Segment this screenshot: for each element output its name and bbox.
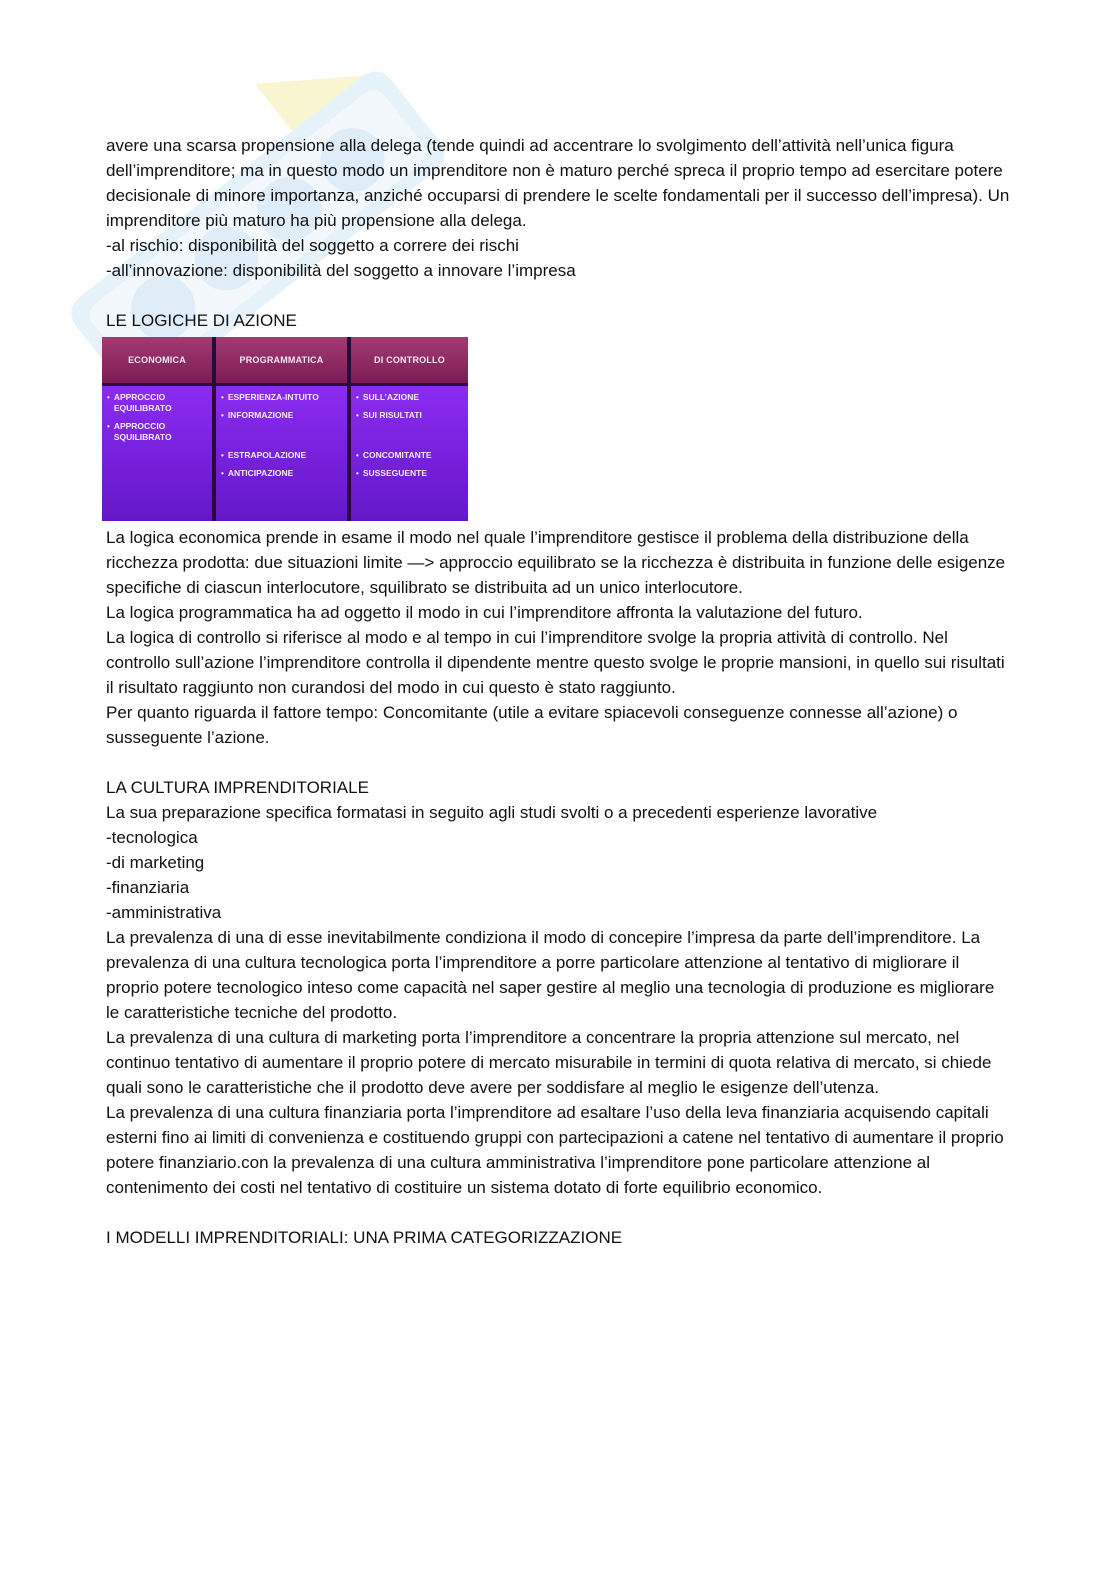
paragraph-preparazione: La sua preparazione specifica formatasi in seguito agli studi svolti o a precedenti esperienze lavorative <box>106 803 878 822</box>
diagram-item-label: ANTICIPAZIONE <box>227 468 294 478</box>
diagram-body-economica <box>102 386 212 521</box>
section-heading-logiche: LE LOGICHE DI AZIONE <box>106 311 297 330</box>
diagram-header-controllo: DI CONTROLLO <box>351 337 468 383</box>
paragraph-cultura-marketing: La prevalenza di una cultura di marketing porta l’imprenditore a concentrare la propria attenzione sul mercato, nel continuo tentativo di aumentare il proprio potere di mercato misurabile in termini di quota relativa di mercato, si chiede quali sono le caratteristiche che il prodotto deve avere per soddisfare al meglio le esigenze dell’utenza. <box>106 1028 992 1097</box>
diagram-header-economica: ECONOMICA <box>102 337 212 383</box>
paragraph-fattore-tempo: Per quanto riguarda il fattore tempo: Concomitante (utile a evitare spiacevoli conseguenze connesse all’azione) o susseguente l’azione. <box>106 703 958 747</box>
list-item-innovazione: -all’innovazione: disponibilità del soggetto a innovare l’impresa <box>106 261 576 280</box>
paragraph-logica-controllo: La logica di controllo si riferisce al modo e al tempo in cui l’imprenditore svolge la propria attività di controllo. Nel controllo sull’azione l’imprenditore controlla il dipendente mentre questo svolge le proprie mansioni, in quello sui risultati il risultato raggiunto non curandosi del modo in cui questo è stato raggiunto. <box>106 628 1005 697</box>
bullet-icon: • <box>356 451 359 460</box>
diagram-body-controllo <box>351 386 468 521</box>
bullet-icon: • <box>221 469 224 478</box>
diagram-item <box>356 468 463 479</box>
bullet-icon: • <box>356 393 359 402</box>
paragraph-logica-programmatica: La logica programmatica ha ad oggetto il modo in cui l’imprenditore affronta la valutazione del futuro. <box>106 603 863 622</box>
bullet-icon: • <box>107 393 110 402</box>
bullet-icon: • <box>221 451 224 460</box>
diagram-item <box>107 392 207 414</box>
paragraph-delega: avere una scarsa propensione alla delega (tende quindi ad accentrare lo svolgimento dell’attività nell’unica figura dell’imprenditore; ma in questo modo un imprenditore non è maturo perché spreca il proprio tempo ad esercitare potere decisionale di minore importanza, anziché occuparsi di prendere le scelte fondamentali per il successo dell’impresa). Un imprenditore più maturo ha più propensione alla delega. <box>106 136 1010 230</box>
diagram-header-programmatica: PROGRAMMATICA <box>216 337 347 383</box>
list-item-marketing: -di marketing <box>106 853 205 872</box>
paragraph-logica-economica: La logica economica prende in esame il modo nel quale l’imprenditore gestisce il problema della distribuzione della ricchezza prodotta: due situazioni limite —> approccio equilibrato se la ricchezza è distribuita in funzione delle esigenze specifiche di ciascun interlocutore, squilibrato se distribuita ad un unico interlocutore. <box>106 528 1006 597</box>
diagram-item <box>107 421 207 443</box>
diagram-column-economica <box>102 337 212 521</box>
logiche-diagram <box>102 337 468 521</box>
diagram-item <box>221 392 342 403</box>
diagram-item-label: INFORMAZIONE <box>227 410 294 420</box>
diagram-item <box>221 450 342 461</box>
bullet-icon: • <box>356 411 359 420</box>
bullet-icon: • <box>221 393 224 402</box>
diagram-item <box>356 450 463 461</box>
bullet-icon: • <box>221 411 224 420</box>
paragraph-cultura-tecnologica: La prevalenza di una di esse inevitabilmente condiziona il modo di concepire l’impresa da parte dell’imprenditore. La prevalenza di una cultura tecnologica porta l’imprenditore a porre particolare attenzione al tentativo di migliorare il proprio potere tecnologico inteso come capacità nel saper gestire al meglio una tecnologia di produzione es migliorare le caratteristiche tecniche del prodotto. <box>106 928 995 1022</box>
diagram-item-label: ESTRAPOLAZIONE <box>227 450 307 460</box>
diagram-item <box>356 392 463 403</box>
diagram-item-label: SUI RISULTATI <box>362 410 422 420</box>
list-item-rischio: -al rischio: disponibilità del soggetto a correre dei rischi <box>106 236 519 255</box>
diagram-item-label: APPROCCIO EQUILIBRATO <box>113 392 172 413</box>
list-item-tecnologica: -tecnologica <box>106 828 198 847</box>
diagram-item-label: APPROCCIO SQUILIBRATO <box>113 421 172 442</box>
paragraph-cultura-finanziaria: La prevalenza di una cultura finanziaria porta l’imprenditore ad esaltare l’uso della leva finanziaria acquisendo capitali esterni fino ai limiti di convenienza e costituendo gruppi con partecipazioni a catene nel tentativo di aumentare il proprio potere finanziario.con la prevalenza di una cultura amministrativa l’imprenditore pone particolare attenzione al contenimento dei costi nel tentativo di costituire un sistema dotato di forte equilibrio economico. <box>106 1103 1004 1197</box>
bullet-icon: • <box>107 422 110 431</box>
diagram-item <box>356 410 463 421</box>
section-heading-cultura: LA CULTURA IMPRENDITORIALE <box>106 778 369 797</box>
diagram-item <box>221 468 342 479</box>
document-page <box>106 133 1011 1250</box>
diagram-item-label: SUSSEGUENTE <box>362 468 428 478</box>
diagram-item-label: CONCOMITANTE <box>362 450 432 460</box>
diagram-body-programmatica <box>216 386 347 521</box>
list-item-amministrativa: -amministrativa <box>106 903 222 922</box>
bullet-icon: • <box>356 469 359 478</box>
diagram-item-label: ESPERIENZA-INTUITO <box>227 392 319 402</box>
diagram-item-label: SULL’AZIONE <box>362 392 420 402</box>
diagram-item <box>221 410 342 421</box>
list-item-finanziaria: -finanziaria <box>106 878 190 897</box>
diagram-column-controllo <box>351 337 468 521</box>
section-heading-modelli: I MODELLI IMPRENDITORIALI: UNA PRIMA CATEGORIZZAZIONE <box>106 1228 623 1247</box>
diagram-column-programmatica <box>216 337 347 521</box>
